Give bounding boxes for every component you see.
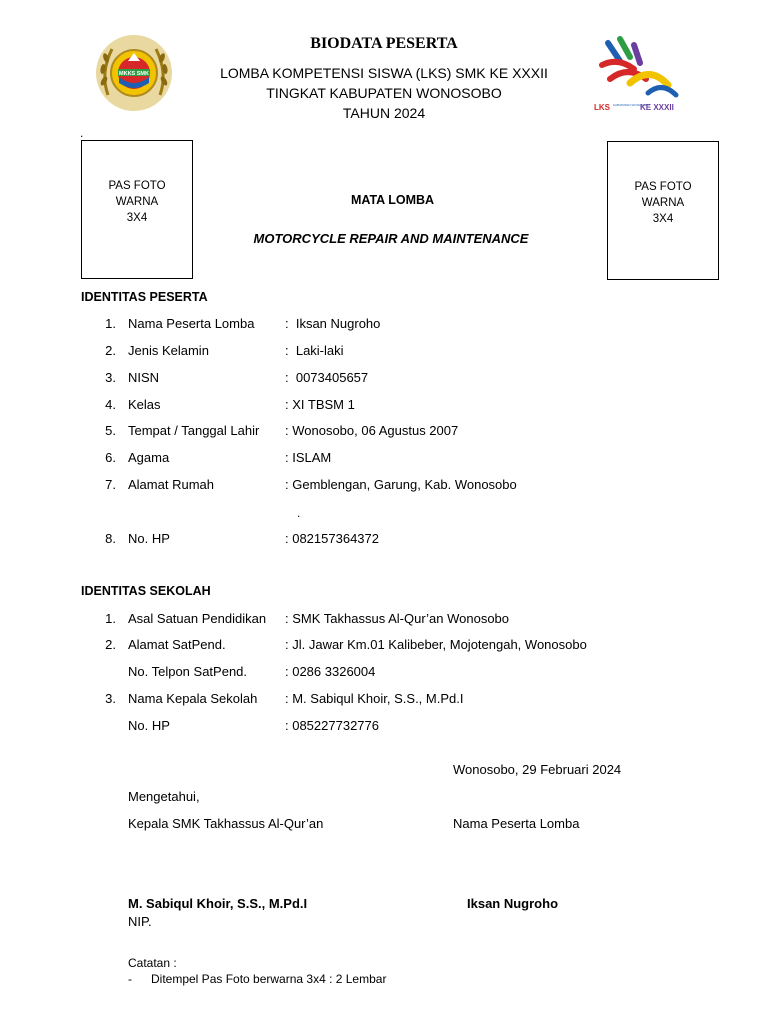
competition-name: MOTORCYCLE REPAIR AND MAINTENANCE [253, 231, 529, 246]
item-label: Asal Satuan Pendidikan [128, 611, 267, 626]
document-title: BIODATA PESERTA [310, 35, 458, 52]
list-item [0, 450, 768, 468]
item-value: : Iksan Nugroho [285, 316, 381, 331]
section-heading-peserta: IDENTITAS PESERTA [81, 290, 208, 304]
photo-label-line-2: WARNA [641, 197, 685, 209]
list-item [0, 370, 768, 388]
item-value: : Laki-laki [285, 343, 344, 358]
notes-dash: - [128, 972, 132, 986]
photo-label-line-2: WARNA [115, 196, 159, 208]
item-number: 2. [105, 637, 116, 652]
list-item [0, 423, 768, 441]
item-value: : 0073405657 [285, 370, 369, 385]
item-number: 5. [105, 423, 116, 438]
item-value: : 0286 3326004 [285, 664, 376, 679]
header-line-1: LOMBA KOMPETENSI SISWA (LKS) SMK KE XXXII [220, 65, 548, 81]
list-item [0, 397, 768, 415]
item-number: 7. [105, 477, 116, 492]
item-label: Kelas [128, 397, 161, 412]
item-value: : Wonosobo, 06 Agustus 2007 [285, 423, 459, 438]
list-item [0, 611, 768, 629]
item-label: Agama [128, 450, 170, 465]
photo-label-line-1: PAS FOTO [634, 181, 692, 193]
right-signatory-name: Iksan Nugroho [467, 896, 559, 911]
item-label: NISN [128, 370, 160, 385]
list-item [0, 343, 768, 361]
decorative-dot: . [80, 126, 84, 140]
item-value: : 082157364372 [285, 531, 379, 546]
header-line-2: TINGKAT KABUPATEN WONOSOBO [266, 85, 502, 101]
item-number: 6. [105, 450, 116, 465]
item-label: No. HP [128, 531, 170, 546]
item-label: Nama Kepala Sekolah [128, 691, 258, 706]
item-value: : Jl. Jawar Km.01 Kalibeber, Mojotengah, Wonosobo [285, 637, 587, 652]
left-signatory-name: M. Sabiqul Khoir, S.S., M.Pd.I [128, 896, 308, 911]
list-item [0, 718, 768, 736]
mkks-logo-text: MKKS SMK [119, 71, 149, 77]
item-value: : Gemblengan, Garung, Kab. Wonosobo [285, 477, 517, 492]
nip-label: NIP. [128, 914, 152, 929]
item-number: 2. [105, 343, 116, 358]
list-item [0, 637, 768, 655]
photo-label-line-1: PAS FOTO [108, 180, 166, 192]
lks-logo-subtext: KABUPATEN WONOSOBO [613, 103, 650, 107]
notes-item: Ditempel Pas Foto berwarna 3x4 : 2 Lembar [151, 972, 387, 986]
photo-label-line-3: 3X4 [652, 213, 674, 225]
item-value: : 085227732776 [285, 718, 379, 733]
item-number: 1. [105, 316, 116, 331]
lks-logo-edition: KE XXXII [640, 103, 674, 112]
item-label: No. HP [128, 718, 170, 733]
place-date: Wonosobo, 29 Februari 2024 [453, 762, 622, 777]
item-value: : SMK Takhassus Al-Qur’an Wonosobo [285, 611, 510, 626]
right-signatory-role: Nama Peserta Lomba [453, 816, 580, 831]
item-label: Tempat / Tanggal Lahir [128, 423, 260, 438]
decorative-dot: . [297, 506, 301, 520]
photo-label-line-3: 3X4 [126, 212, 148, 224]
list-item [0, 316, 768, 334]
lks-logo-text: LKS [594, 103, 610, 112]
item-number: 3. [105, 691, 116, 706]
list-item [0, 477, 768, 495]
item-value: : ISLAM [285, 450, 332, 465]
item-label: Alamat Rumah [128, 477, 214, 492]
item-value: : XI TBSM 1 [285, 397, 355, 412]
item-label: Jenis Kelamin [128, 343, 209, 358]
item-label: Nama Peserta Lomba [128, 316, 255, 331]
item-label: No. Telpon SatPend. [128, 664, 248, 679]
list-item [0, 691, 768, 709]
left-signatory-role: Kepala SMK Takhassus Al-Qur’an [128, 816, 324, 831]
item-number: 8. [105, 531, 116, 546]
lks-logo [590, 35, 690, 115]
photo-box-left [81, 140, 193, 279]
section-heading-sekolah: IDENTITAS SEKOLAH [81, 584, 211, 598]
item-label: Alamat SatPend. [128, 637, 226, 652]
item-number: 4. [105, 397, 116, 412]
list-item [0, 531, 768, 549]
list-item [0, 664, 768, 682]
mengetahui-text: Mengetahui, [128, 789, 200, 804]
item-value: : M. Sabiqul Khoir, S.S., M.Pd.I [285, 691, 464, 706]
competition-heading: MATA LOMBA [350, 193, 435, 207]
item-number: 3. [105, 370, 116, 385]
notes-heading: Catatan : [128, 956, 177, 970]
photo-box-right [607, 141, 719, 280]
item-number: 1. [105, 611, 116, 626]
header-line-3: TAHUN 2024 [342, 105, 426, 121]
